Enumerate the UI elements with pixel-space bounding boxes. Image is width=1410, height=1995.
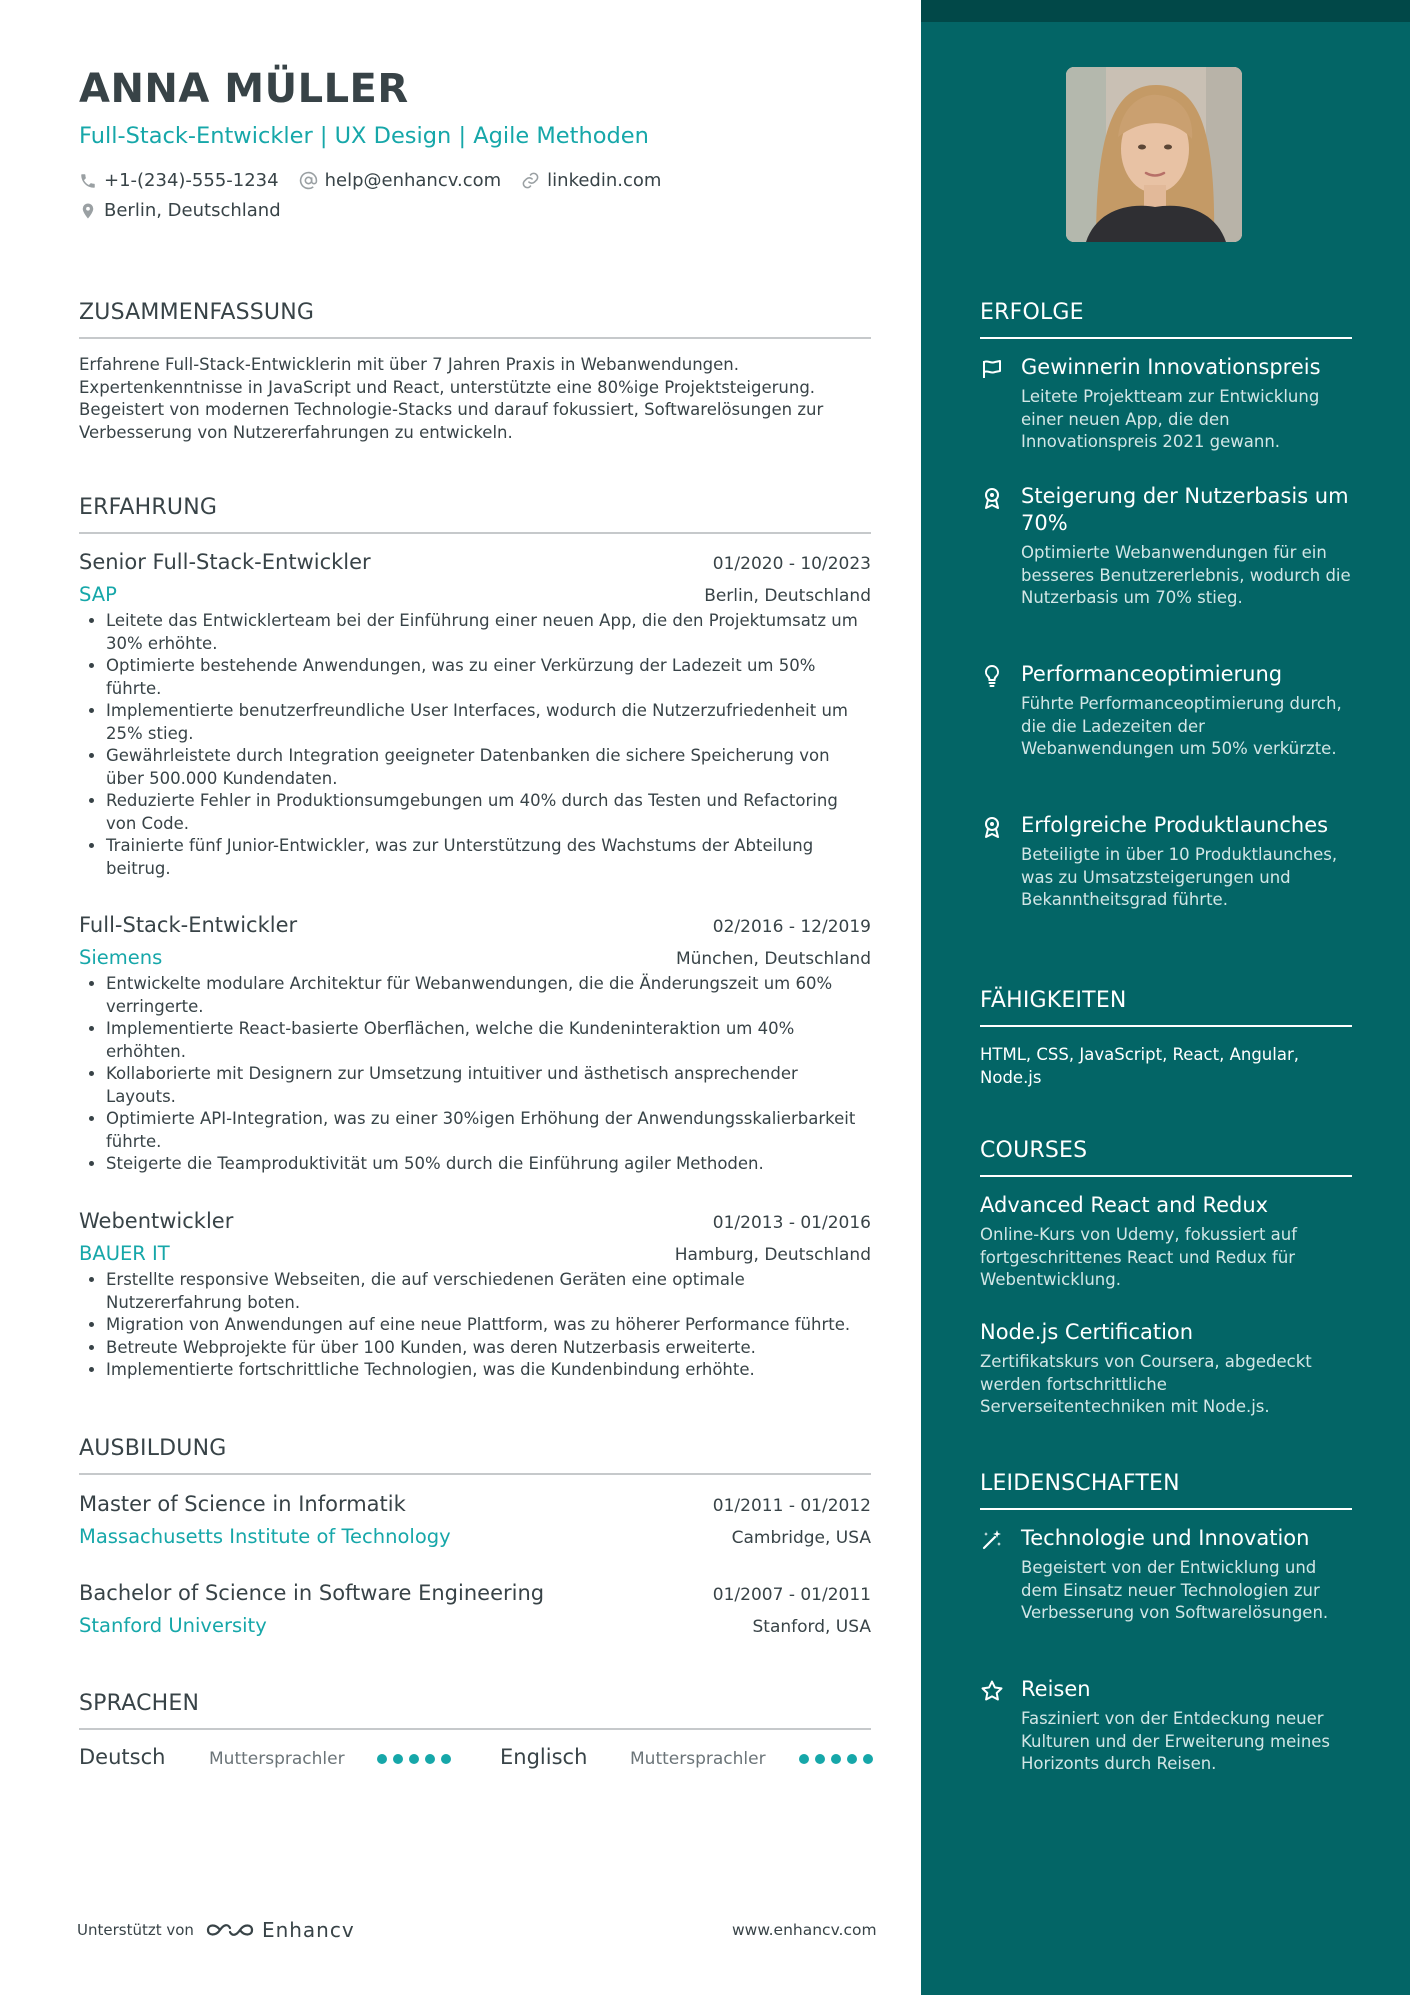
contact-phone — [79, 170, 279, 191]
course-description: Online-Kurs von Udemy, fokussiert auf fortgeschrittenes React und Redux für Webentwicklung. — [980, 1225, 1298, 1289]
education-location: Cambridge, USA — [731, 1528, 871, 1548]
bullet-item: • Entwickelte modulare Architektur für Webanwendungen, die die Änderungszeit um 60% verringerte. — [106, 973, 871, 1018]
magic-wand-icon — [980, 1528, 1004, 1552]
course-item — [980, 1192, 1352, 1292]
proficiency-dot — [441, 1754, 451, 1764]
flag-icon — [980, 357, 1004, 381]
job-entry — [79, 550, 871, 880]
email-text: help@enhancv.com — [324, 170, 502, 191]
job-bullets — [79, 1269, 871, 1382]
job-entry — [79, 913, 871, 1176]
passion-description: Begeistert von der Entwicklung und dem Einsatz neuer Technologien zur Verbesserung von Softwarelösungen. — [1021, 1558, 1329, 1622]
proficiency-dot — [863, 1754, 873, 1764]
education-dates: 01/2011 - 01/2012 — [712, 1496, 871, 1516]
star-icon — [980, 1679, 1004, 1703]
bullet-item: • Kollaborierte mit Designern zur Umsetzung intuitiver und ästhetisch ansprechender Layouts. — [106, 1063, 871, 1108]
bullet-item: • Betreute Webprojekte für über 100 Kunden, was deren Nutzerbasis erweiterte. — [106, 1337, 871, 1360]
bullet-item: • Leitete das Entwicklerteam bei der Einführung einer neuen App, die den Projektumsatz um 30% erhöhte. — [106, 610, 871, 655]
location-text: Berlin, Deutschland — [104, 200, 281, 221]
location-pin-icon — [79, 201, 97, 221]
award-icon — [980, 486, 1004, 510]
bullet-item: • Implementierte benutzerfreundliche User Interfaces, wodurch die Nutzerzufriedenheit um 25% stieg. — [106, 700, 871, 745]
powered-by-text: Unterstützt von — [77, 1921, 194, 1939]
achievement-description: Führte Performanceoptimierung durch, die die Ladezeiten der Webanwendungen um 50% verkürzte. — [1021, 694, 1342, 758]
education-degree: Master of Science in Informatik — [79, 1492, 406, 1516]
education-school: Massachusetts Institute of Technology — [79, 1525, 451, 1548]
proficiency-dot — [425, 1754, 435, 1764]
at-icon — [299, 171, 318, 190]
proficiency-dot — [799, 1754, 809, 1764]
proficiency-dot — [847, 1754, 857, 1764]
languages-row — [79, 1745, 871, 1775]
achievement-item — [980, 354, 1352, 454]
enhancv-logo-icon — [206, 1917, 254, 1943]
job-entry — [79, 1209, 871, 1382]
achievement-item — [980, 661, 1352, 761]
job-location: Hamburg, Deutschland — [674, 1245, 871, 1265]
sidebar — [921, 0, 1410, 1995]
achievement-description: Optimierte Webanwendungen für ein besseres Benutzererlebnis, wodurch die Nutzerbasis um 70% stieg. — [1021, 543, 1351, 607]
contact-row — [79, 170, 681, 191]
passion-item — [980, 1676, 1352, 1776]
passions-section-title: LEIDENSCHAFTEN — [980, 1471, 1352, 1510]
job-location: München, Deutschland — [675, 949, 871, 969]
bullet-item: • Reduzierte Fehler in Produktionsumgebungen um 40% durch das Testen und Refactoring von Code. — [106, 790, 871, 835]
job-company: SAP — [79, 583, 117, 606]
proficiency-dot — [831, 1754, 841, 1764]
phone-icon — [79, 172, 97, 190]
resume-name: ANNA MÜLLER — [79, 66, 409, 112]
achievement-title: Performanceoptimierung — [1021, 662, 1283, 686]
resume-headline: Full-Stack-Entwickler | UX Design | Agile Methoden — [79, 123, 649, 149]
job-company: Siemens — [79, 946, 163, 969]
language-level: Muttersprachler — [209, 1749, 345, 1769]
achievement-title: Erfolgreiche Produktlaunches — [1021, 813, 1329, 837]
passion-title: Technologie und Innovation — [1021, 1526, 1310, 1550]
proficiency-dot — [393, 1754, 403, 1764]
skills-list: HTML, CSS, JavaScript, React, Angular, Node.js — [980, 1045, 1299, 1087]
education-section-title: AUSBILDUNG — [79, 1436, 871, 1475]
contact-location — [79, 200, 281, 221]
job-role: Senior Full-Stack-Entwickler — [79, 550, 371, 574]
passion-item — [980, 1525, 1352, 1625]
education-entry — [79, 1581, 871, 1637]
job-role: Webentwickler — [79, 1209, 234, 1233]
proficiency-dot — [377, 1754, 387, 1764]
bullet-item: • Implementierte React-basierte Oberflächen, welche die Kundeninteraktion um 40% erhöhten. — [106, 1018, 871, 1063]
language-proficiency-dots — [377, 1754, 457, 1764]
experience-section-title: ERFAHRUNG — [79, 495, 871, 534]
bullet-item: • Trainierte fünf Junior-Entwickler, was zur Unterstützung des Wachstums der Abteilung beitrug. — [106, 835, 871, 880]
job-bullets — [79, 610, 871, 880]
education-location: Stanford, USA — [752, 1617, 871, 1637]
bullet-item: • Migration von Anwendungen auf eine neue Plattform, was zu höherer Performance führte. — [106, 1314, 871, 1337]
summary-text: Erfahrene Full-Stack-Entwicklerin mit über 7 Jahren Praxis in Webanwendungen. Expertenkenntnisse in JavaScript und React, unterstützte eine 80%ige Projektsteigerung. Begeistert von modernen Technologie-Stacks und darauf fokussiert, Softwarelösungen zur Verbesserung von Nutzererfahrungen zu entwickeln. — [79, 355, 824, 442]
education-school: Stanford University — [79, 1614, 267, 1637]
courses-section-title: COURSES — [980, 1138, 1352, 1177]
achievement-title: Gewinnerin Innovationspreis — [1021, 355, 1321, 379]
job-location: Berlin, Deutschland — [704, 586, 871, 606]
contact-linkedin[interactable] — [521, 170, 661, 191]
profile-photo — [1066, 67, 1242, 242]
sidebar-top-bar — [921, 0, 1410, 22]
course-description: Zertifikatskurs von Coursera, abgedeckt werden fortschrittliche Serverseitentechniken mit Node.js. — [980, 1352, 1312, 1416]
footer-branding — [77, 1917, 355, 1943]
education-entry — [79, 1492, 871, 1548]
summary-section-title: ZUSAMMENFASSUNG — [79, 300, 871, 339]
linkedin-text: linkedin.com — [547, 170, 662, 191]
achievement-item — [980, 483, 1352, 610]
lightbulb-icon — [980, 664, 1004, 688]
job-dates: 01/2020 - 10/2023 — [712, 554, 871, 574]
skills-section-title: FÄHIGKEITEN — [980, 988, 1352, 1027]
proficiency-dot — [409, 1754, 419, 1764]
bullet-item: • Implementierte fortschrittliche Technologien, was die Kundenbindung erhöhte. — [106, 1359, 871, 1382]
course-title: Node.js Certification — [980, 1320, 1194, 1344]
achievements-section-title: ERFOLGE — [980, 300, 1352, 339]
link-icon — [521, 171, 540, 190]
bullet-item: • Erstellte responsive Webseiten, die auf verschiedenen Geräten eine optimale Nutzererfahrung boten. — [106, 1269, 871, 1314]
bullet-item: • Gewährleistete durch Integration geeigneter Datenbanken die sichere Speicherung von über 500.000 Kundendaten. — [106, 745, 871, 790]
bullet-item: • Optimierte API-Integration, was zu einer 30%igen Erhöhung der Anwendungsskalierbarkeit führte. — [106, 1108, 871, 1153]
job-role: Full-Stack-Entwickler — [79, 913, 298, 937]
languages-section-title: SPRACHEN — [79, 1691, 871, 1730]
education-degree: Bachelor of Science in Software Engineering — [79, 1581, 545, 1605]
achievement-item — [980, 812, 1352, 912]
course-item — [980, 1319, 1352, 1419]
language-name: Englisch — [500, 1745, 588, 1769]
bullet-item: • Steigerte die Teamproduktivität um 50% durch die Einführung agiler Methoden. — [106, 1153, 871, 1176]
phone-text: +1-(234)-555-1234 — [104, 170, 279, 191]
language-proficiency-dots — [799, 1754, 873, 1764]
education-dates: 01/2007 - 01/2011 — [712, 1585, 871, 1605]
achievement-title: Steigerung der Nutzerbasis um 70% — [1021, 484, 1349, 535]
job-dates: 01/2013 - 01/2016 — [712, 1213, 871, 1233]
passion-description: Fasziniert von der Entdeckung neuer Kulturen und der Erweiterung meines Horizonts durch Reisen. — [1021, 1709, 1331, 1773]
job-dates: 02/2016 - 12/2019 — [712, 917, 871, 937]
achievement-description: Leitete Projektteam zur Entwicklung einer neuen App, die den Innovationspreis 2021 gewann. — [1021, 387, 1320, 451]
job-bullets — [79, 973, 871, 1176]
language-name: Deutsch — [79, 1745, 166, 1769]
proficiency-dot — [815, 1754, 825, 1764]
passion-title: Reisen — [1021, 1677, 1091, 1701]
bullet-item: • Optimierte bestehende Anwendungen, was zu einer Verkürzung der Ladezeit um 50% führte. — [106, 655, 871, 700]
contact-email[interactable] — [299, 170, 502, 191]
brand-name: Enhancv — [261, 1918, 355, 1942]
job-company: BAUER IT — [79, 1242, 170, 1265]
contact-row-2 — [79, 200, 301, 221]
course-title: Advanced React and Redux — [980, 1193, 1269, 1217]
footer-website[interactable]: www.enhancv.com — [732, 1921, 877, 1939]
achievement-description: Beteiligte in über 10 Produktlaunches, was zu Umsatzsteigerungen und Bekanntheitsgrad führte. — [1021, 845, 1338, 909]
award-icon — [980, 815, 1004, 839]
language-level: Muttersprachler — [630, 1749, 766, 1769]
